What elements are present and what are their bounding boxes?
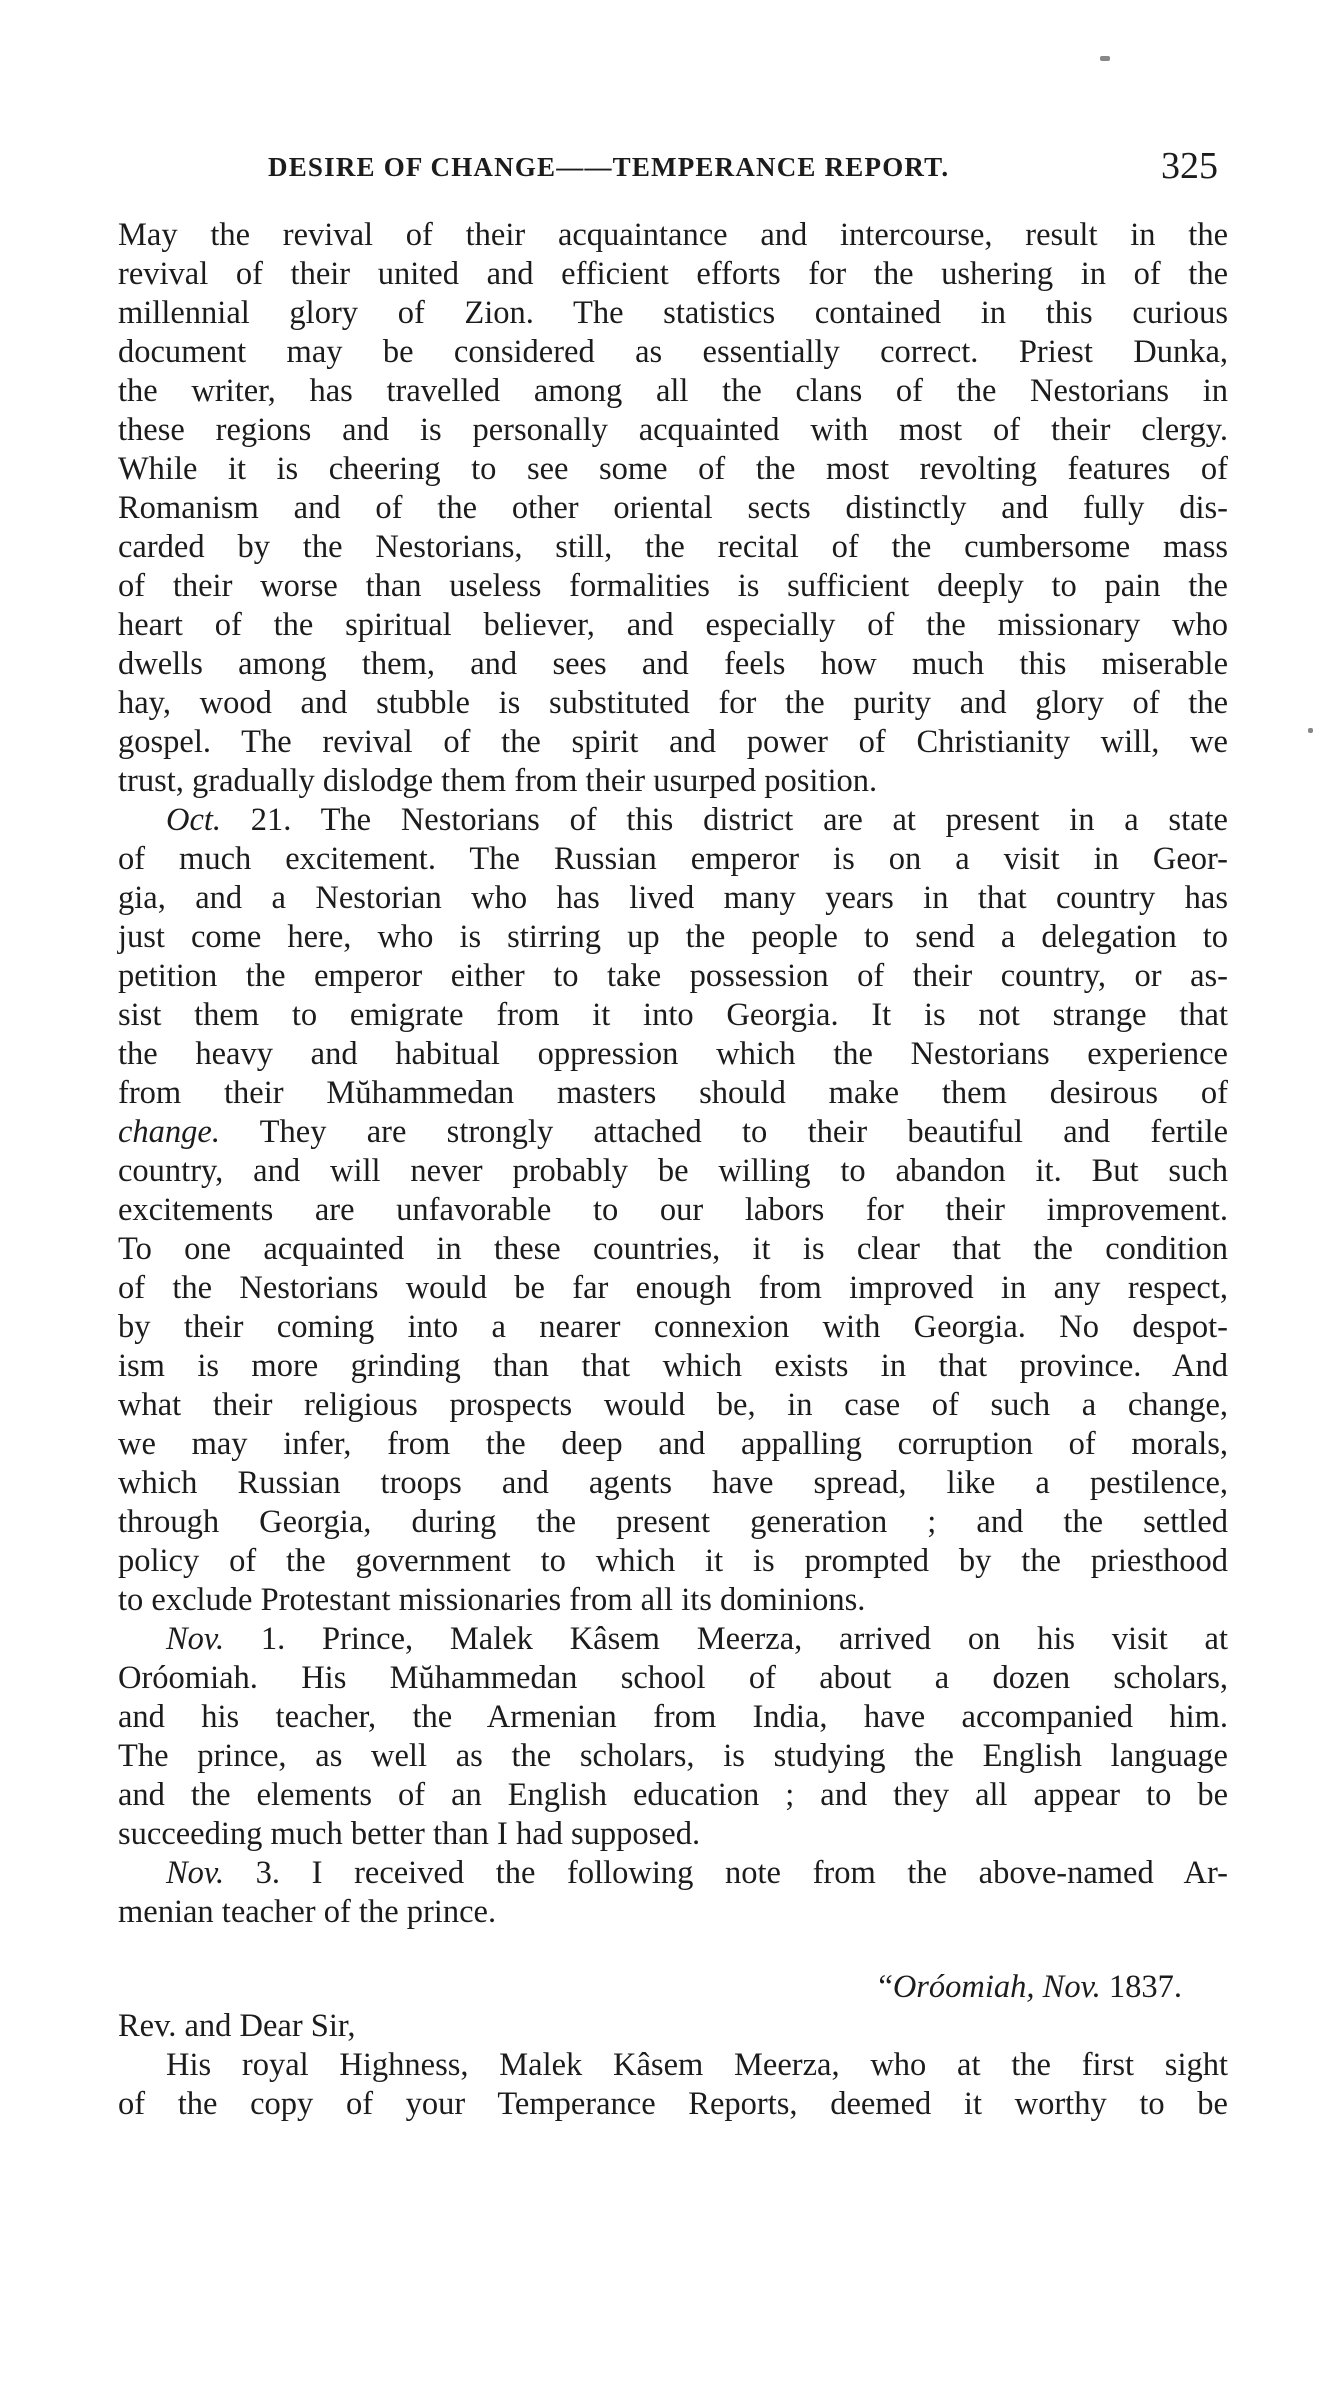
text-line: millennial glory of Zion. The statistics contained in this curious	[118, 295, 1228, 331]
text-line: document may be considered as essentially correct. Priest Dunka,	[118, 334, 1228, 370]
letter-salutation: Rev. and Dear Sir,	[118, 2008, 356, 2044]
text-line: gia, and a Nestorian who has lived many years in that country has	[118, 880, 1228, 916]
text-line: Oróomiah. His Mŭhammedan school of about a dozen scholars,	[118, 1660, 1228, 1696]
text-line	[118, 801, 1228, 840]
letter-dateline	[118, 1968, 1228, 2007]
text-line: to exclude Protestant missionaries from all its dominions.	[118, 1582, 866, 1618]
ink-speck	[1100, 56, 1110, 61]
running-head: DESIRE OF CHANGE——TEMPERANCE REPORT.	[268, 152, 950, 182]
entry-date: Nov.	[166, 1621, 225, 1657]
text-line: gospel. The revival of the spirit and power of Christianity will, we	[118, 724, 1228, 760]
ink-speck	[1308, 728, 1313, 733]
text-line: and his teacher, the Armenian from India, have accompanied him.	[118, 1699, 1228, 1735]
text-line: ism is more grinding than that which exists in that province. And	[118, 1348, 1228, 1384]
text-line: dwells among them, and sees and feels how much this miserable	[118, 646, 1228, 682]
spacer	[118, 1932, 1228, 1968]
open-quote: “	[878, 1969, 893, 2005]
text-line: petition the emperor either to take possession of their country, or as-	[118, 958, 1228, 994]
text-line: The prince, as well as the scholars, is studying the English language	[118, 1738, 1228, 1774]
text-line: of the Nestorians would be far enough from improved in any respect,	[118, 1270, 1228, 1306]
text-line: succeeding much better than I had supposed.	[118, 1816, 701, 1852]
entry-date: Nov.	[166, 1855, 225, 1891]
text-line: hay, wood and stubble is substituted for the purity and glory of the	[118, 685, 1228, 721]
text-line: these regions and is personally acquainted with most of their clergy.	[118, 412, 1228, 448]
page-header	[118, 145, 1218, 188]
text-line: To one acquainted in these countries, it is clear that the condition	[118, 1231, 1228, 1267]
text-line: we may infer, from the deep and appalling corruption of morals,	[118, 1426, 1228, 1462]
text-line	[118, 1620, 1228, 1659]
text-line: May the revival of their acquaintance and intercourse, result in the	[118, 217, 1228, 253]
text-span: 3. I received the following note from the above-named Ar-	[224, 1855, 1228, 1891]
letter-year: 1837.	[1100, 1969, 1182, 2005]
text-line: His royal Highness, Malek Kâsem Meerza, who at the first sight	[166, 2047, 1228, 2083]
entry-date: Oct.	[166, 802, 222, 838]
text-line: policy of the government to which it is prompted by the priesthood	[118, 1543, 1228, 1579]
text-line: While it is cheering to see some of the most revolting features of	[118, 451, 1228, 487]
text-line: heart of the spiritual believer, and especially of the missionary who	[118, 607, 1228, 643]
text-span: 1. Prince, Malek Kâsem Meerza, arrived on his visit at	[224, 1621, 1228, 1657]
body-text	[118, 216, 1228, 2124]
text-line: the writer, has travelled among all the clans of the Nestorians in	[118, 373, 1228, 409]
text-line: excitements are unfavorable to our labors for their improvement.	[118, 1192, 1228, 1228]
text-line: carded by the Nestorians, still, the recital of the cumbersome mass	[118, 529, 1228, 565]
text-line: and the elements of an English education ; and they all appear to be	[118, 1777, 1228, 1813]
text-line: through Georgia, during the present generation ; and the settled	[118, 1504, 1228, 1540]
text-span: 21. The Nestorians of this district are at present in a state	[221, 802, 1228, 838]
text-line: country, and will never probably be willing to abandon it. But such	[118, 1153, 1228, 1189]
text-line: sist them to emigrate from it into Georgia. It is not strange that	[118, 997, 1228, 1033]
text-line: the heavy and habitual oppression which the Nestorians experience	[118, 1036, 1228, 1072]
text-line	[118, 1854, 1228, 1893]
text-line: of their worse than useless formalities is sufficient deeply to pain the	[118, 568, 1228, 604]
text-line	[118, 1113, 1228, 1152]
text-line: what their religious prospects would be, in case of such a change,	[118, 1387, 1228, 1423]
text-line: which Russian troops and agents have spread, like a pestilence,	[118, 1465, 1228, 1501]
text-line: of much excitement. The Russian emperor is on a visit in Geor-	[118, 841, 1228, 877]
text-line: just come here, who is stirring up the people to send a delegation to	[118, 919, 1228, 955]
text-line: menian teacher of the prince.	[118, 1894, 497, 1930]
text-line: trust, gradually dislodge them from their usurped position.	[118, 763, 878, 799]
text-line: of the copy of your Temperance Reports, deemed it worthy to be	[118, 2086, 1228, 2122]
text-line: by their coming into a nearer connexion with Georgia. No despot-	[118, 1309, 1228, 1345]
text-line: from their Mŭhammedan masters should make them desirous of	[118, 1075, 1228, 1111]
page-number: 325	[1161, 145, 1218, 187]
text-span: They are strongly attached to their beautiful and fertile	[219, 1114, 1228, 1150]
letter-place: Oróomiah, Nov.	[892, 1969, 1101, 2005]
text-line: Romanism and of the other oriental sects distinctly and fully dis-	[118, 490, 1228, 526]
emphasis-word: change.	[118, 1114, 220, 1150]
text-line: revival of their united and efficient efforts for the ushering in of the	[118, 256, 1228, 292]
